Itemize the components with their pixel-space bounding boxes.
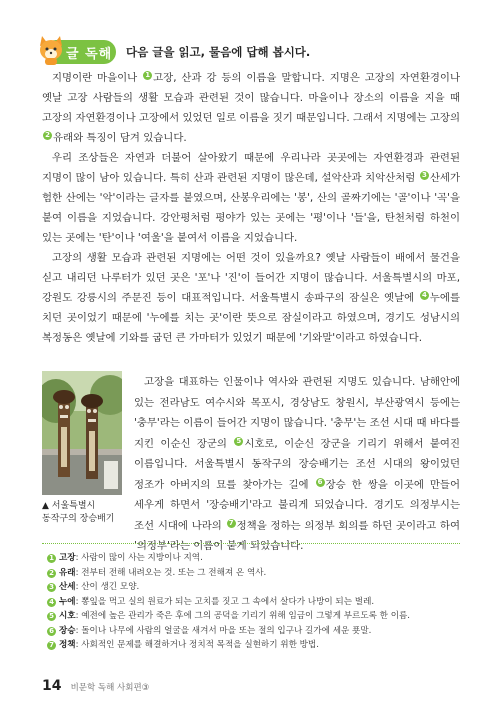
article-body: [42, 68, 460, 348]
glossary-item: 6 장승: 돌이나 나무에 사람의 얼굴을 새겨서 마을 또는 절의 입구나 길가에 세운 푯말.: [46, 624, 460, 639]
paragraph-4: 고장을 대표하는 인물이나 역사와 관련된 지명도 있습니다. 남해안에 있는 전라남도 여수시와 목포시, 경상남도 창원시, 부산광역시 등에는 '충무'라는 이름이 들어간 지명이 많습니다. '충무'는 조선 시대 때 바다를 지킨 이순신 장군의 5 시호로, 이순신 장군을 기리기 위해서 붙여진 이름입니다. 서울특별시 동작구의 장승배기는 조선 시대의 왕이었던 정조가 아버지의 묘를 찾아가는 길에 6 장승 한 쌍을 이곳에 만들어 세우게 하면서 '장승배기'라고 불리게 되었습니다. 경기도 의정부시는 조선 시대에 나라의 7 정책을 정하는 의정부 회의를 하던 곳이라고 하여 '의정부'라는 이름이 붙게 되었습니다.: [134, 376, 460, 552]
note-marker: 3: [420, 171, 429, 180]
glossary-divider: [42, 543, 460, 544]
fox-mascot-icon: [38, 34, 64, 66]
page-footer: [42, 675, 149, 694]
note-marker: 7: [227, 519, 236, 528]
paragraph-2: 우리 조상들은 자연과 더불어 살아왔기 때문에 우리나라 곳곳에는 자연환경과 관련된 지명이 많이 남아 있습니다. 특히 산과 관련된 지명이 많은데, 설악산과 치악산처럼 3 산세가 험한 산에는 '악'이라는 글자를 붙였으며, 산봉우리에는 '봉', 산의 골짜기에는 '골'이나 '곡'을 붙여 이름을 지었습니다. 강안평처럼 평야가 있는 곳에는 '평'이나 '들'을, 탄천처럼 하천이 있는 곳에는 '탄'이나 '여울'을 붙여서 이름을 지었습니다.: [42, 152, 460, 244]
jangseungbaegi-photo: [42, 371, 122, 495]
section-badge: [44, 40, 116, 64]
page-number: 14: [42, 678, 62, 694]
badge-label: 글 독해: [66, 47, 113, 62]
glossary-item: 1 고장: 사람이 많이 사는 지방이나 지역.: [46, 551, 460, 566]
instruction-text: 다음 글을 읽고, 물음에 답해 봅시다.: [126, 45, 311, 59]
note-marker: 2: [43, 131, 52, 140]
note-marker: 5: [234, 437, 243, 446]
photo-caption: ▲ 서울특별시 동작구의 장승배기: [42, 501, 115, 524]
glossary: [46, 551, 460, 653]
glossary-item: 2 유래: 전부터 전해 내려오는 것. 또는 그 전해져 온 역사.: [46, 566, 460, 581]
note-marker: 1: [143, 71, 152, 80]
glossary-item: 7 정책: 사회적인 문제를 해결하거나 정치적 목적을 실현하기 위한 방법.: [46, 638, 460, 653]
totem-poles-image: [42, 371, 122, 495]
glossary-item: 5 시호: 예전에 높은 관리가 죽은 후에 그의 공덕을 기리기 위해 임금이 그렇게 부르도록 한 이름.: [46, 609, 460, 624]
glossary-item: 3 산세: 산이 생긴 모양.: [46, 580, 460, 595]
note-marker: 6: [316, 478, 325, 487]
note-marker: 4: [420, 291, 429, 300]
article-body-continued: [134, 372, 460, 557]
paragraph-3: 고장의 생활 모습과 관련된 지명에는 어떤 것이 있을까요? 옛날 사람들이 배에서 물건을 싣고 내리던 나루터가 있던 곳은 '포'나 '진'이 들어간 지명이 많습니다. 서울특별시의 마포, 강원도 강릉시의 주문진 등이 대표적입니다. 서울특별시 송파구의 잠실은 옛날에 4 누에를 치던 곳이었기 때문에 '누에를 치는 곳'이란 뜻으로 잠실이라고 하였으며, 경기도 성남시의 복정동은 옛날에 기와를 굽던 큰 가마터가 있었기 때문에 '기와말'이라고 하였습니다.: [42, 252, 460, 344]
glossary-item: 4 누에: 뽕잎을 먹고 실의 원료가 되는 고치를 짓고 그 속에서 살다가 나방이 되는 벌레.: [46, 595, 460, 610]
book-title: 비문학 독해 사회편③: [70, 683, 150, 693]
paragraph-1: 지명이란 마을이나 1 고장, 산과 강 등의 이름을 말합니다. 지명은 고장의 자연환경이나 옛날 고장 사람들의 생활 모습과 관련된 것이 많습니다. 마을이나 장소의 이름을 지을 때 고장의 자연환경이나 고장에서 있었던 일로 이름을 짓기 때문입니다. 그래서 지명에는 고장의 2 유래와 특징이 담겨 있습니다.: [42, 71, 460, 144]
